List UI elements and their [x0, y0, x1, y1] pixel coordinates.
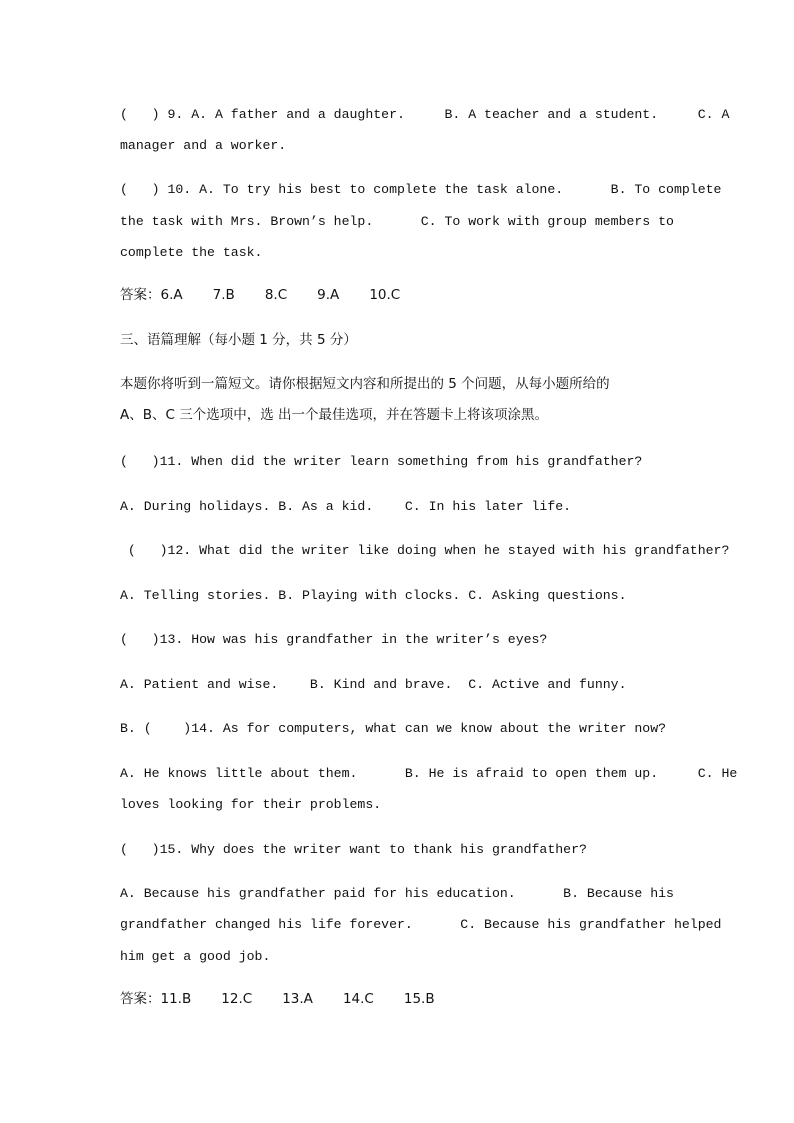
q14-options-line-1: A. He knows little about them. B. He is afraid to open them up. C. He	[120, 766, 738, 781]
q12-options: A. Telling stories. B. Playing with clocks. C. Asking questions.	[120, 588, 627, 603]
q14-question: B. ( )14. As for computers, what can we know about the writer now?	[120, 721, 667, 736]
instruction-line-1: 本题你将听到一篇短文。请你根据短文内容和所提出的 5 个问题，从每小题所给的	[120, 376, 610, 392]
q15-options-line-1: A. Because his grandfather paid for his education. B. Because his	[120, 886, 674, 901]
q11-question: ( )11. When did the writer learn something from his grandfather?	[120, 454, 643, 469]
q9-line-1: ( ) 9. A. A father and a daughter. B. A teacher and a student. C. A	[120, 107, 730, 122]
q15-options-line-2: grandfather changed his life forever. C. Because his grandfather helped	[120, 917, 722, 932]
q14-options-line-2: loves looking for their problems.	[120, 797, 382, 812]
q10-line-1: ( ) 10. A. To try his best to complete the task alone. B. To complete	[120, 182, 722, 197]
q13-options: A. Patient and wise. B. Kind and brave. C. Active and funny.	[120, 677, 627, 692]
answer-key-11-15: 答案：11.B 12.C 13.A 14.C 15.B	[120, 991, 435, 1007]
instruction-line-2: A、B、C 三个选项中，选 出一个最佳选项，并在答题卡上将该项涂黑。	[120, 407, 549, 423]
q11-options: A. During holidays. B. As a kid. C. In his later life.	[120, 499, 572, 514]
answer-key-6-10: 答案：6.A 7.B 8.C 9.A 10.C	[120, 287, 401, 303]
section-heading: 三、语篇理解（每小题 1 分，共 5 分）	[120, 332, 357, 348]
q10-line-3: complete the task.	[120, 245, 263, 260]
q10-line-2: the task with Mrs. Brown’s help. C. To work with group members to	[120, 214, 674, 229]
q13-question: ( )13. How was his grandfather in the writer’s eyes?	[120, 632, 548, 647]
q12-question: ( )12. What did the writer like doing when he stayed with his grandfather?	[120, 543, 730, 558]
q9-line-2: manager and a worker.	[120, 138, 287, 153]
q15-options-line-3: him get a good job.	[120, 949, 271, 964]
q15-question: ( )15. Why does the writer want to thank his grandfather?	[120, 842, 587, 857]
